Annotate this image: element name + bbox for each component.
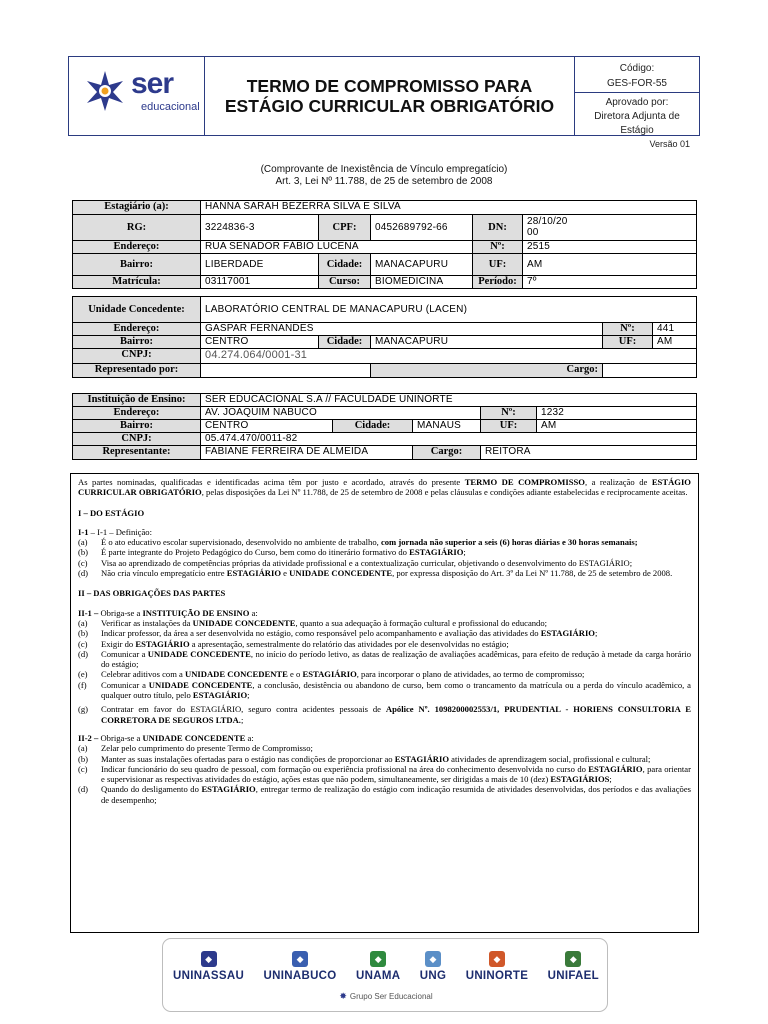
brand-emblem-icon: ◆ xyxy=(489,951,505,967)
estagiario-uf: AM xyxy=(523,254,697,276)
instituicao-cargo: REITORA xyxy=(481,446,697,460)
version-label: Versão 01 xyxy=(649,139,690,149)
brand-emblem-icon: ◆ xyxy=(292,951,308,967)
estagiario-cidade: MANACAPURU xyxy=(371,254,473,276)
instituicao-table: Instituição de Ensino: SER EDUCACIONAL S.A // FACULDADE UNINORTE Endereço: AV. JOAQUIM NABUCO Nº: 1232 Bairro: CENTRO Cidade: MANAUS UF: AM CNPJ: 05.474.470/0011-82 Representante: FABIANE FERREIRA DE ALMEIDA Cargo: REITORA xyxy=(72,393,697,460)
concedente-cnpj: 04.274.064/0001-31 xyxy=(201,349,697,364)
brand-uninassau xyxy=(173,951,244,982)
concedente-table: Unidade Concedente: LABORATÓRIO CENTRAL DE MANACAPURU (LACEN) Endereço: GASPAR FERNANDES Nº: 441 Bairro: CENTRO Cidade: MANACAPURU UF: AM CNPJ: 04.274.064/0001-31 Representado por: Cargo: xyxy=(72,296,697,378)
brand-emblem-icon: ◆ xyxy=(370,951,386,967)
list-item: (f) Comunicar a UNIDADE CONCEDENTE, a conclusão, desistência ou abandono de curso, bem como o trancamento da matrícula ou a perda do vínculo acadêmico, a qualquer outro título, pelo ESTAGIÁRIO; xyxy=(78,679,691,701)
logo-educacional-text: educacional xyxy=(141,101,200,113)
brand-emblem-icon: ◆ xyxy=(201,951,217,967)
concedente-cidade: MANACAPURU xyxy=(371,336,603,349)
concedente-endereco: GASPAR FERNANDES xyxy=(201,323,603,336)
logo-ser-text: ser xyxy=(131,67,174,100)
estagiario-cpf: 0452689792-66 xyxy=(371,215,473,241)
estagiario-endereco: RUA SENADOR FÁBIO LUCENA xyxy=(201,241,473,254)
list-item: (a) É o ato educativo escolar supervisionado, desenvolvido no ambiente de trabalho, com jornada não superior a seis (6) horas diárias e 30 horas semanais; xyxy=(78,537,638,548)
intro-paragraph: As partes nominadas, qualificadas e identificadas acima têm por justo e acordado, através do presente TERMO DE COMPROMISSO, a realização de ESTÁGIO CURRICULAR OBRIGATÓRIO, pelas disposições da Lei Nº 11.788, de 25 de setembro de 2008 e pelas cláusulas e condições adiante estabelecidas e reciprocamente aceitas. xyxy=(78,477,691,498)
brand-uninabuco xyxy=(264,951,337,982)
brand-name: UNINASSAU xyxy=(173,970,245,982)
instituicao-bairro: CENTRO xyxy=(201,420,333,433)
estagiario-table: Estagiário (a): HANNA SARAH BEZERRA SILVA E SILVA RG: 3224836-3 CPF: 0452689792-66 DN: 28/10/20 00 Endereço: RUA SENADOR FÁBIO LUCENA Nº: 2515 Bairro: LIBERDADE Cidade: MANACAPURU UF: AM Matrícula: 03117001 Curso: BIOMEDICINA Período: 7º xyxy=(72,200,697,289)
list-item: (a) Verificar as instalações da UNIDADE CONCEDENTE, quanto a sua adequação à formação cultural e profissional do educando; xyxy=(78,617,548,628)
subsection-definicao: I-1 – I-1 – Definição: xyxy=(78,526,152,537)
ser-educacional-logo xyxy=(69,57,205,135)
list-item: (a) Zelar pelo cumprimento do presente Termo de Compromisso; xyxy=(78,743,313,754)
estagiario-periodo: 7º xyxy=(523,276,697,289)
brand-unama xyxy=(356,951,400,982)
list-item: (d) Quando do desligamento do ESTAGIÁRIO, entregar termo de realização do estágio com indicação resumida de atividades desenvolvidas, dos períodos e das avaliações de desempenho; xyxy=(78,784,692,805)
brand-emblem-icon: ◆ xyxy=(425,951,441,967)
list-item: (c) Exigir do ESTAGIÁRIO a apresentação, semestralmente do relatório das atividades por ele desenvolvidas no estágio; xyxy=(78,638,509,649)
codigo-value: GES-FOR-55 xyxy=(606,78,667,89)
star-person-icon xyxy=(83,69,127,113)
concedente-unidade: LABORATÓRIO CENTRAL DE MANACAPURU (LACEN) xyxy=(201,297,697,323)
list-item: (d) Não cria vínculo empregatício entre ESTAGIÁRIO e UNIDADE CONCEDENTE, por expressa disposição do Art. 3º da Lei Nº 11.788, de 25 de setembro de 2008. xyxy=(78,568,673,579)
codigo-label: Código: xyxy=(619,63,655,74)
section-estagio-heading: I – DO ESTÁGIO xyxy=(78,507,145,518)
aprovado-value: Diretora Adjunta de xyxy=(594,111,680,122)
instituicao-uf: AM xyxy=(537,420,697,433)
concedente-numero: 441 xyxy=(653,323,697,336)
brand-name: UNINORTE xyxy=(465,970,529,982)
brand-name: UNINABUCO xyxy=(263,970,337,982)
list-item: (b) É parte integrante do Projeto Pedagógico do Curso, bem como do itinerário formativo do ESTAGIÁRIO; xyxy=(78,547,466,558)
section-obrigacoes-heading: II – DAS OBRIGAÇÕES DAS PARTES xyxy=(78,588,226,599)
brand-uninorte xyxy=(466,951,528,982)
estagiario-matricula: 03117001 xyxy=(201,276,319,289)
brand-name: UNAMA xyxy=(356,970,401,982)
concedente-uf: AM xyxy=(653,336,697,349)
concedente-bairro: CENTRO xyxy=(201,336,319,349)
brand-ung xyxy=(420,951,446,982)
list-item: (g) Contratar em favor do ESTAGIÁRIO, seguro contra acidentes pessoais de Apólice Nº. 1098200002553/1, PRUDENTIAL - HORIENS CONSULTORIA E CORRETORA DE SEGUROS LTDA.; xyxy=(78,704,691,725)
instituicao-numero: 1232 xyxy=(537,407,697,420)
concedente-representado xyxy=(201,364,371,378)
estagiario-dn: 28/10/20 00 xyxy=(523,215,697,241)
star-icon: ✸ xyxy=(339,991,347,1001)
list-item: (e) Celebrar aditivos com a UNIDADE CONCEDENTE e o ESTAGIÁRIO, para incorporar o plano de atividades, ao termo de compromisso; xyxy=(78,669,585,680)
instituicao-endereco: AV. JOAQUIM NABUCO xyxy=(201,407,481,420)
contract-body xyxy=(70,473,699,933)
brand-emblem-icon: ◆ xyxy=(565,951,581,967)
concedente-cargo xyxy=(603,364,697,378)
instituicao-representante: FABIANE FERREIRA DE ALMEIDA xyxy=(201,446,413,460)
brand-name: UNIFAEL xyxy=(547,970,599,982)
list-item: (b) Indicar professor, da área a ser desenvolvida no estágio, como responsável pelo acompanhamento e avaliação das atividades do ESTAGIÁRIO; xyxy=(78,628,598,639)
estagiario-bairro: LIBERDADE xyxy=(201,254,319,276)
document-title: TERMO DE COMPROMISSO PARA ESTÁGIO CURRICULAR OBRIGATÓRIO xyxy=(205,57,575,135)
estagiario-rg: 3224836-3 xyxy=(201,215,319,241)
estagiario-nome: HANNA SARAH BEZERRA SILVA E SILVA xyxy=(201,201,697,215)
list-item: (b) Manter as suas instalações ofertadas para o estágio nas condições de proporcionar ao ESTAGIÁRIO atividades de aprendizagem social, profissional e cultural; xyxy=(78,753,651,764)
document-subtitle: (Comprovante de Inexistência de Vínculo empregatício) Art. 3, Lei Nº 11.788, de 25 de setembro de 2008 xyxy=(260,164,508,187)
instituicao-nome: SER EDUCACIONAL S.A // FACULDADE UNINORTE xyxy=(201,394,697,407)
subsection-concedente: II-2 – Obriga-se a UNIDADE CONCEDENTE a: xyxy=(78,732,254,743)
list-item: (d) Comunicar a UNIDADE CONCEDENTE, no início do período letivo, as datas de realização de avaliações acadêmicas, para efeito de redução à metade da carga horário do estágio; xyxy=(78,648,691,670)
estagiario-curso: BIOMEDICINA xyxy=(371,276,473,289)
estagiario-numero: 2515 xyxy=(523,241,697,254)
subsection-instituicao: II-1 – Obriga-se a INSTITUIÇÃO DE ENSINO a: xyxy=(78,607,258,618)
list-item: (c) Indicar funcionário do seu quadro de pessoal, com formação ou experiência profissional na área do conhecimento desenvolvida no curso do ESTAGIÁRIO, para orientar e supervisionar as respectivas atividades do estágio, ações estas que não podem, simultaneamente, ser dirigidas a mais de 10 (dez) ESTAGIÁRIOS; xyxy=(78,763,691,785)
aprovado-label: Aprovado por: xyxy=(605,97,669,108)
instituicao-cnpj: 05.474.470/0011-82 xyxy=(201,433,697,446)
document-meta: Código: GES-FOR-55 Aprovado por: Diretora Adjunta de Estágio xyxy=(575,57,699,135)
instituicao-cidade: MANAUS xyxy=(413,420,481,433)
grupo-ser-label: ✸ Grupo Ser Educacional xyxy=(339,991,433,1001)
brand-name: UNG xyxy=(419,970,447,982)
brand-unifael xyxy=(548,951,599,982)
document-header xyxy=(68,56,700,136)
list-item: (c) Visa ao aprendizado de competências próprias da atividade profissional e a contextualização curricular, objetivando o desenvolvimento do ESTAGIÁRIO; xyxy=(78,557,633,568)
footer-brands xyxy=(162,938,608,1012)
